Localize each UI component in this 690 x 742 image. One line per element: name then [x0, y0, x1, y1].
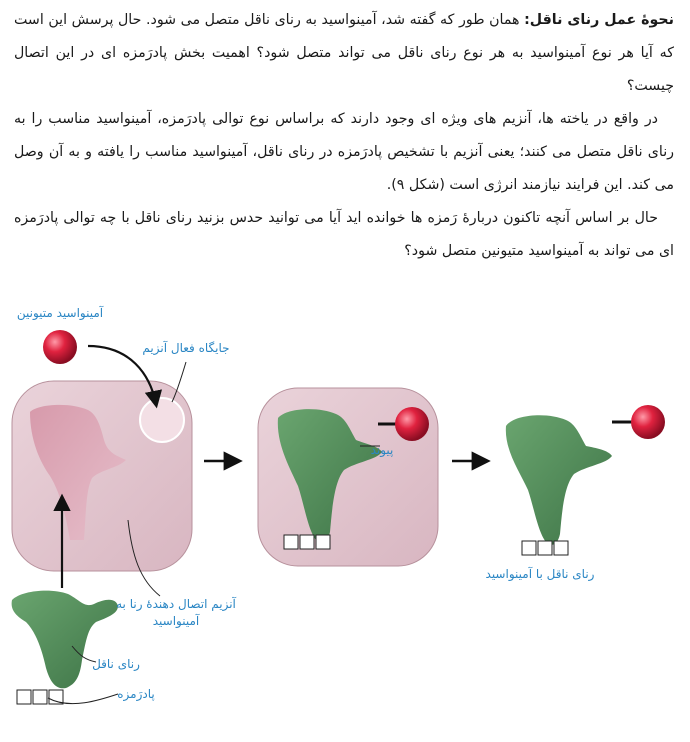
free-trna [12, 591, 118, 689]
methionine-ball-charged [631, 405, 665, 439]
paragraph-2: در واقع در یاخته ها، آنزیم های ویژه ای وجود دارند که براساس نوع توالی پادرَمزه، آمینواسید مناسب را به رنای ناقل متصل می کنند؛ یعنی آنزیم با تشخیص پادرَمزه در رنای ناقل، آمینواسید مناسب را یافته و به آن وصل می کند. این فرایند نیازمند انرژی است (شکل ۹). [14, 111, 674, 193]
charged-trna [506, 415, 612, 545]
section-heading: نحوهٔ عمل رنای ناقل: [524, 12, 674, 28]
label-bond: پیوند [370, 443, 394, 457]
charged-trna-anticodon-boxes [522, 541, 568, 555]
label-methionine: آمینواسید متیونین [16, 306, 104, 320]
paragraph-3: حال بر اساس آنچه تاکنون دربارهٔ رَمزه ها خوانده اید آیا می توانید حدس بزنید رنای ناقل با چه توالی پادرَمزه ای می تواند به آمینواسید متیونین متصل شود؟ [14, 210, 674, 259]
free-trna-anticodon-boxes [17, 690, 63, 704]
label-enzyme-line2: آمینواسید [152, 614, 200, 628]
label-charged-trna: رنای ناقل با آمینواسید [485, 567, 595, 581]
label-anticodon: پادرَمزه [117, 687, 155, 701]
bound-trna-anticodon-boxes [284, 535, 330, 549]
label-active-site: جایگاه فعال آنزیم [142, 341, 230, 355]
methionine-ball-bound [395, 407, 429, 441]
methionine-ball [43, 330, 77, 364]
enzyme-active-site [140, 398, 184, 442]
paragraph-1-text: همان طور که گفته شد، آمینواسید به رنای ناقل متصل می شود. حال پرسش این است که آیا هر نوع آمینواسید به هر نوع رنای ناقل می تواند متصل شود؟ اهمیت بخش پادرَمزه ای در این اتصال چیست؟ [14, 12, 674, 94]
label-trna: رنای ناقل [92, 657, 140, 671]
label-enzyme-line1: آنزیم اتصال دهندهٔ رنا به [116, 597, 236, 611]
